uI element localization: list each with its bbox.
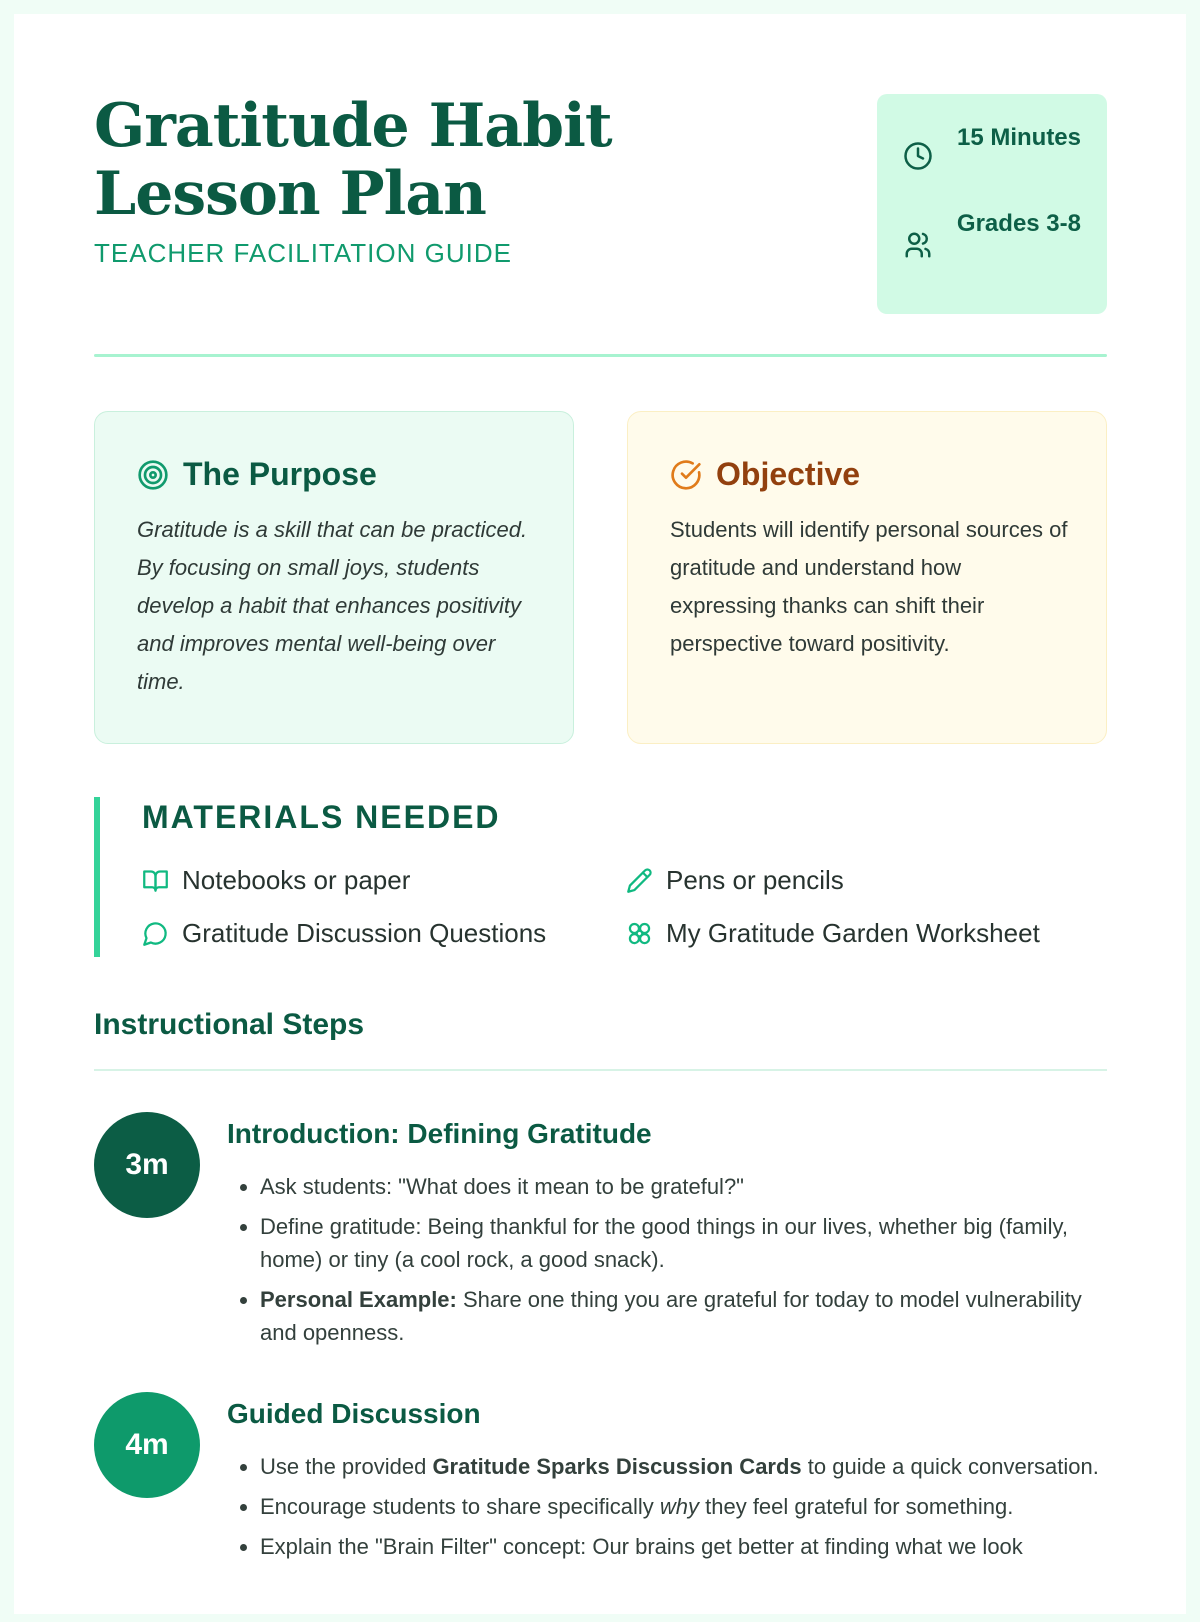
step-bullet: • Use the provided Gratitude Sparks Discussion Cards to guide a quick conversation. <box>260 1450 1120 1483</box>
purpose-card <box>94 411 574 744</box>
step-bullet: • Encourage students to share specifically why they feel grateful for something. <box>260 1490 1120 1523</box>
page-title: Gratitude Habit Lesson Plan <box>94 91 612 229</box>
flower-icon <box>626 920 653 952</box>
step-bullet: • Ask students: "What does it mean to be grateful?" <box>260 1170 1120 1203</box>
duration-text: 15 Minutes <box>956 124 1081 151</box>
purpose-text: Gratitude is a skill that can be practiced. By focusing on small joys, students develop a habit that enhances positivity and improves mental well-being over time. <box>137 517 528 694</box>
step-bullet: • Define gratitude: Being thankful for the good things in our lives, whether big (family, home) or tiny (a cool rock, a good snack). <box>260 1210 1120 1276</box>
check-circle-icon <box>670 459 702 496</box>
lesson-plan-page <box>14 14 1186 1614</box>
users-icon <box>903 230 933 265</box>
purpose-heading: The Purpose <box>183 456 377 492</box>
target-icon <box>137 459 169 496</box>
steps-heading: Instructional Steps <box>94 1008 365 1041</box>
header-divider <box>94 354 1107 357</box>
objective-text: Students will identify personal sources of gratitude and understand how expressing thanks can shift their perspective toward positivity. <box>670 517 1068 656</box>
objective-heading: Objective <box>716 456 861 492</box>
materials-heading: MATERIALS NEEDED <box>142 799 501 835</box>
step-bullet: • Explain the "Brain Filter" concept: Our brains get better at finding what we look <box>260 1530 1120 1563</box>
step-title: Guided Discussion <box>227 1398 481 1429</box>
clock-icon <box>903 141 933 176</box>
pencil-icon <box>626 867 653 899</box>
steps-divider <box>94 1069 1107 1071</box>
page-subtitle: TEACHER FACILITATION GUIDE <box>94 238 512 268</box>
objective-card <box>627 411 1107 744</box>
duration-row <box>877 118 1107 198</box>
lesson-meta-box <box>877 94 1107 314</box>
step-bullet: • Personal Example: Share one thing you are grateful for today to model vulnerability and openness. <box>260 1283 1120 1349</box>
materials-section <box>94 797 1107 957</box>
step-duration-badge: 4m <box>94 1392 200 1498</box>
material-label: Notebooks or paper <box>182 865 411 895</box>
step-item <box>94 1392 1107 1622</box>
grades-row <box>877 204 1107 284</box>
book-open-icon <box>142 867 169 899</box>
step-duration-badge: 3m <box>94 1112 200 1218</box>
step-title: Introduction: Defining Gratitude <box>227 1118 652 1149</box>
material-label: Gratitude Discussion Questions <box>182 918 547 948</box>
step-bullets <box>227 1450 1120 1570</box>
material-label: My Gratitude Garden Worksheet <box>666 918 1040 948</box>
step-bullets <box>227 1170 1120 1356</box>
message-circle-icon <box>142 920 169 952</box>
material-label: Pens or pencils <box>666 865 844 895</box>
step-item <box>94 1112 1107 1362</box>
grades-text: Grades 3-8 <box>956 210 1081 237</box>
